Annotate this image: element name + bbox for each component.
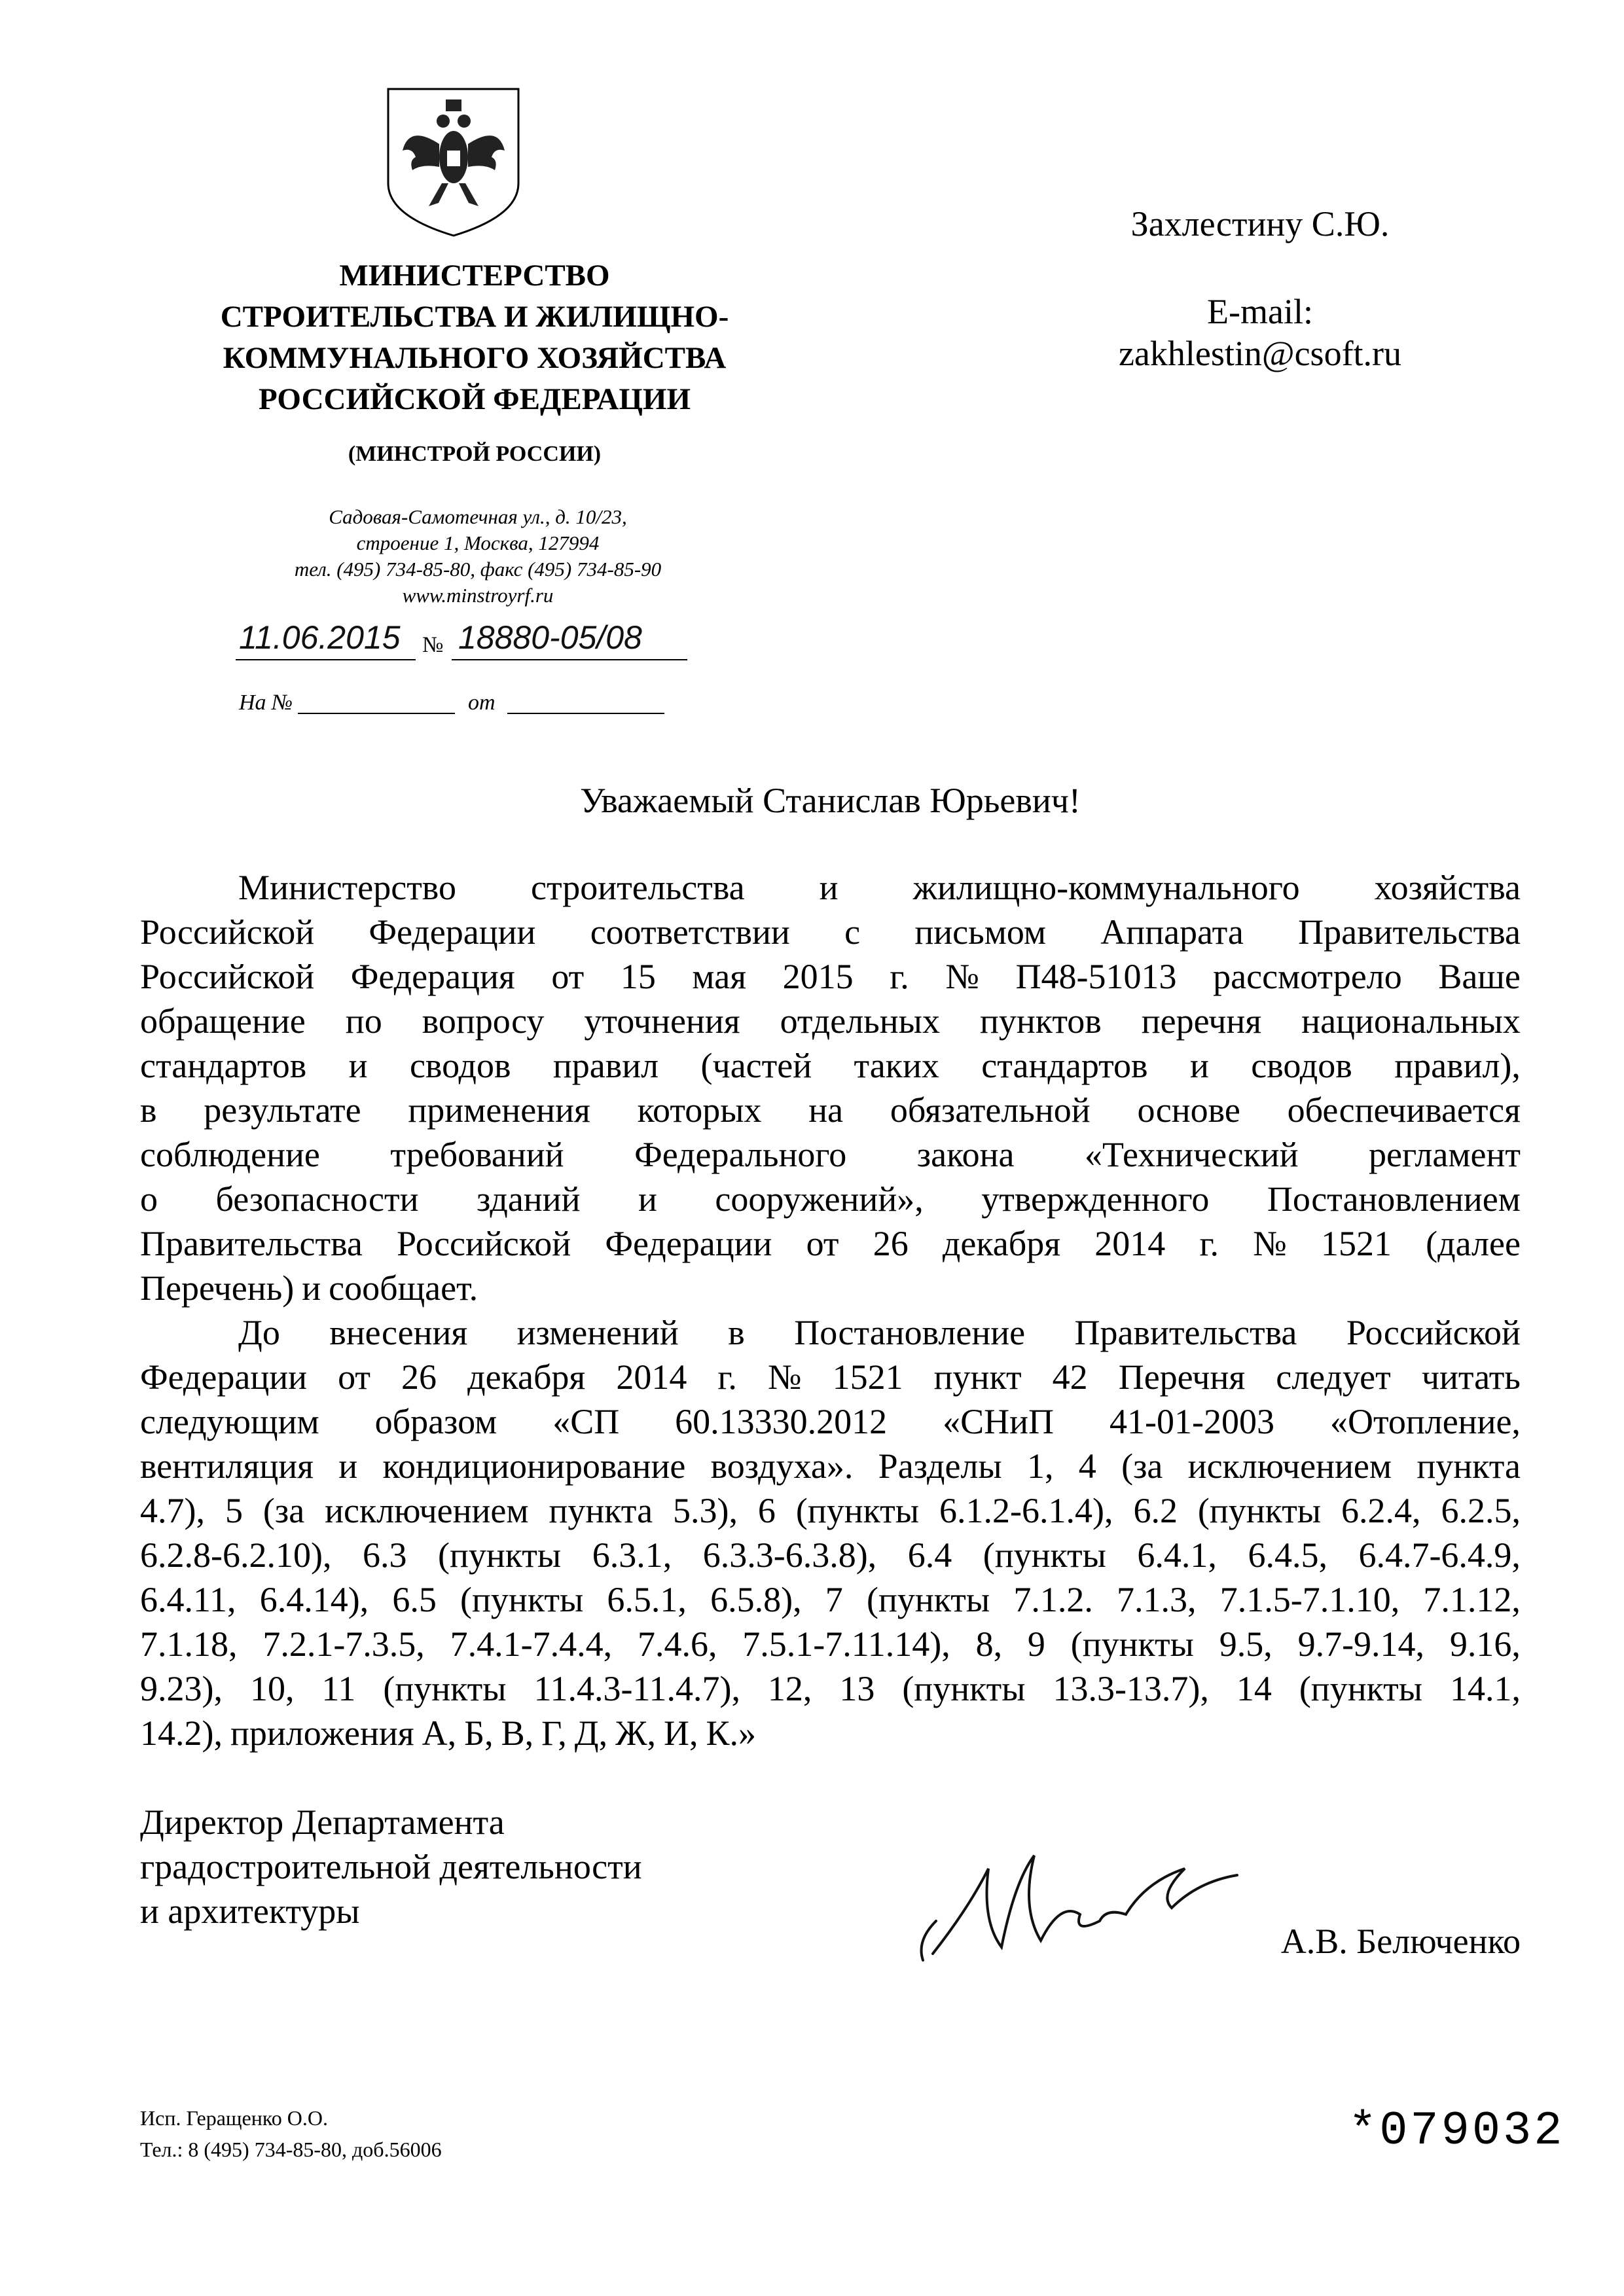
word: которых xyxy=(637,1090,762,1130)
executor-info xyxy=(140,2102,442,2165)
word: 12, xyxy=(767,1669,812,1708)
word: декабря xyxy=(942,1224,1061,1263)
word: 6.4 xyxy=(907,1535,952,1575)
word: требований xyxy=(390,1135,564,1174)
word: (пункты xyxy=(1197,1491,1322,1530)
paragraph-line xyxy=(140,910,1521,954)
outgoing-number: 18880-05/08 xyxy=(458,619,642,656)
word: 13 xyxy=(839,1669,875,1708)
word: № xyxy=(1253,1224,1287,1263)
paragraph-line xyxy=(140,1666,1521,1711)
word: 8, xyxy=(975,1624,1003,1664)
address-line: Садовая-Самотечная ул., д. 10/23, xyxy=(329,505,627,528)
address-line: строение 1, Москва, 127994 xyxy=(356,531,600,554)
word: Постановление xyxy=(794,1313,1026,1352)
word: (за xyxy=(262,1491,305,1530)
word: 6.3.1, xyxy=(592,1535,672,1575)
paragraph-line xyxy=(140,1088,1521,1132)
word: (пункты xyxy=(1299,1669,1423,1708)
paragraph-line xyxy=(140,1488,1521,1533)
word: 6.4.11, xyxy=(140,1580,236,1619)
word: Перечень) xyxy=(140,1268,295,1308)
word: 1521 xyxy=(1320,1224,1392,1263)
word: 7.1.2. xyxy=(1013,1580,1093,1619)
word: (пункты xyxy=(983,1535,1106,1575)
word: Г, xyxy=(541,1713,567,1753)
word: Ваше xyxy=(1438,957,1521,996)
word: обеспечивается xyxy=(1287,1090,1521,1130)
word: декабря xyxy=(467,1357,586,1397)
word: П48-51013 xyxy=(1015,957,1177,996)
word: 10, xyxy=(249,1669,295,1708)
recipient-block xyxy=(1047,203,1473,374)
word: 60.13330.2012 xyxy=(675,1402,888,1441)
word: № xyxy=(945,957,979,996)
word: 9.23), xyxy=(140,1669,223,1708)
word: в xyxy=(140,1090,157,1130)
word: 1521 xyxy=(832,1357,903,1397)
word: 6.5.1, xyxy=(607,1580,687,1619)
email-label: E-mail: xyxy=(1207,292,1313,331)
word: зданий xyxy=(476,1179,581,1219)
word: Российской xyxy=(140,912,315,952)
word: 6.3.3-6.3.8), xyxy=(702,1535,877,1575)
word: 7.1.18, xyxy=(140,1624,238,1664)
word: (пункты xyxy=(795,1491,920,1530)
word: пункта xyxy=(1416,1446,1521,1486)
word: строительства xyxy=(531,868,745,907)
paragraph-line xyxy=(140,1310,1521,1355)
word: 6.1.2-6.1.4), xyxy=(939,1491,1113,1530)
executor-phone: Тел.: 8 (495) 734-85-80, доб.56006 xyxy=(140,2138,442,2161)
word: читать xyxy=(1421,1357,1521,1397)
word: исключением xyxy=(1187,1446,1392,1486)
word: рассмотрело xyxy=(1213,957,1402,996)
word: утвержденного xyxy=(981,1179,1210,1219)
word: стандартов xyxy=(981,1046,1148,1085)
word: 5 xyxy=(225,1491,243,1530)
word: сооружений», xyxy=(715,1179,924,1219)
word: 6.5.8), xyxy=(710,1580,802,1619)
word: от xyxy=(551,957,585,996)
word: 5.3), xyxy=(672,1491,738,1530)
word: «СНиП xyxy=(943,1402,1055,1441)
paragraph-line xyxy=(140,1533,1521,1577)
outgoing-date: 11.06.2015 xyxy=(239,619,401,656)
paragraph xyxy=(140,1310,1521,1755)
greeting: Уважаемый Станислав Юрьевич! xyxy=(580,781,1081,820)
word: 42 xyxy=(1052,1357,1088,1397)
word: кондиционирование xyxy=(382,1446,686,1486)
word: следующим xyxy=(140,1402,319,1441)
word: «Технический xyxy=(1085,1135,1299,1174)
word: и xyxy=(348,1046,368,1085)
word: безопасности xyxy=(215,1179,419,1219)
word: 6.2.4, xyxy=(1341,1491,1421,1530)
word: Федерации xyxy=(140,1357,308,1397)
word: 6.4.14), xyxy=(259,1580,369,1619)
word: Правительства xyxy=(1074,1313,1297,1352)
word: 6.2.8-6.2.10), xyxy=(140,1535,332,1575)
paragraph-line xyxy=(140,1355,1521,1399)
ministry-line: МИНИСТЕРСТВО xyxy=(339,259,610,293)
word: Федерации xyxy=(605,1224,772,1263)
word: 6.4.1, xyxy=(1137,1535,1217,1575)
ministry-name xyxy=(196,255,753,420)
number-underline xyxy=(452,659,687,660)
word: 6.3 xyxy=(362,1535,407,1575)
word: 7.4.1-7.4.4, xyxy=(450,1624,613,1664)
word: (пункты xyxy=(438,1535,562,1575)
word: закона xyxy=(916,1135,1015,1174)
word: пункта xyxy=(549,1491,653,1530)
word: 6.4.5, xyxy=(1248,1535,1327,1575)
word: жилищно-коммунального xyxy=(912,868,1300,907)
word: соответствии xyxy=(590,912,790,952)
word: «СП xyxy=(552,1402,620,1441)
word: (пункты xyxy=(1070,1624,1194,1664)
paragraph-line xyxy=(140,1577,1521,1622)
word: 2014 xyxy=(616,1357,687,1397)
word: исключением xyxy=(325,1491,529,1530)
paragraph-line xyxy=(140,1132,1521,1177)
word: 6 xyxy=(757,1491,776,1530)
ref-date-blank xyxy=(507,713,664,714)
word: До xyxy=(238,1313,280,1352)
word: сообщает. xyxy=(329,1268,478,1308)
word: 6.2.5, xyxy=(1441,1491,1521,1530)
word: приложения xyxy=(230,1713,414,1753)
word: применения xyxy=(408,1090,590,1130)
word: 9.7-9.14, xyxy=(1297,1624,1425,1664)
paragraph-line xyxy=(140,999,1521,1043)
word: и xyxy=(338,1446,358,1486)
word: 4.7), xyxy=(140,1491,205,1530)
word: 7.4.6, xyxy=(637,1624,717,1664)
word: национальных xyxy=(1301,1001,1521,1041)
ref-number-blank xyxy=(298,713,455,714)
word: 7.1.12, xyxy=(1423,1580,1521,1619)
word: 7.2.1-7.3.5, xyxy=(262,1624,425,1664)
word: стандартов xyxy=(140,1046,307,1085)
word: с xyxy=(844,912,861,952)
word: Российской xyxy=(1346,1313,1521,1352)
word: отдельных xyxy=(780,1001,940,1041)
word: г. xyxy=(890,957,909,996)
word: пункт xyxy=(933,1357,1022,1397)
word: сводов xyxy=(1251,1046,1352,1085)
address-line: тел. (495) 734-85-80, факс (495) 734-85-90 xyxy=(294,558,662,581)
word: таких xyxy=(854,1046,939,1085)
word: и xyxy=(1189,1046,1209,1085)
word: 6.2 xyxy=(1133,1491,1178,1530)
word: 9.16, xyxy=(1449,1624,1521,1664)
word: «Отопление, xyxy=(1329,1402,1521,1441)
word: вентиляция xyxy=(140,1446,314,1486)
word: сводов xyxy=(409,1046,511,1085)
word: (пункты xyxy=(460,1580,584,1619)
executor-name: Исп. Геращенко О.О. xyxy=(140,2106,329,2130)
word: 7.5.1-7.11.14), xyxy=(742,1624,950,1664)
word: (за xyxy=(1121,1446,1163,1486)
signer-position-line: Директор Департамента xyxy=(140,1803,505,1842)
word: 14 xyxy=(1236,1669,1272,1708)
word: (пункты xyxy=(383,1669,507,1708)
word: Министерство xyxy=(238,868,456,907)
word: от xyxy=(338,1357,370,1397)
word: Ж, xyxy=(615,1713,657,1753)
recipient-name: Захлестину С.Ю. xyxy=(1130,204,1390,243)
reference-line xyxy=(239,691,684,723)
word: 2014 xyxy=(1094,1224,1166,1263)
paragraph-line xyxy=(140,1266,1521,1310)
paragraph-line xyxy=(140,1043,1521,1088)
word: обязательной xyxy=(890,1090,1091,1130)
coat-of-arms-emblem xyxy=(383,85,524,239)
word: Федерация xyxy=(350,957,515,996)
word: 15 xyxy=(620,957,656,996)
word: о xyxy=(140,1179,158,1219)
number-sign: № xyxy=(422,633,444,657)
word: (пункты xyxy=(866,1580,990,1619)
word: 7.1.3, xyxy=(1117,1580,1197,1619)
word: и xyxy=(819,868,839,907)
word: 9 xyxy=(1027,1624,1045,1664)
word: Перечня xyxy=(1118,1357,1246,1397)
word: образом xyxy=(374,1402,497,1441)
ministry-line: РОССИЙСКОЙ ФЕДЕРАЦИИ xyxy=(259,382,691,416)
word: 1, xyxy=(1027,1446,1054,1486)
word: 7 xyxy=(825,1580,843,1619)
paragraph-line xyxy=(140,1444,1521,1488)
ministry-short-name: (МИНСТРОЙ РОССИИ) xyxy=(348,442,602,466)
recipient-email: zakhlestin@csoft.ru xyxy=(1118,334,1402,373)
word: 2015 xyxy=(782,957,854,996)
word: (пункты xyxy=(902,1669,1026,1708)
word: К.» xyxy=(706,1713,757,1753)
paragraph-line xyxy=(140,1221,1521,1266)
word: следует xyxy=(1276,1357,1391,1397)
document-barcode-number: *079032 xyxy=(1348,2104,1565,2158)
word: Д, xyxy=(574,1713,608,1753)
word: 14.1, xyxy=(1449,1669,1521,1708)
word: Б, xyxy=(464,1713,494,1753)
ref-number-label: На № xyxy=(239,691,293,715)
paragraph-line xyxy=(140,1711,1521,1755)
word: 7.1.5-7.1.10, xyxy=(1219,1580,1400,1619)
word: регламент xyxy=(1369,1135,1521,1174)
word: перечня xyxy=(1141,1001,1262,1041)
signer-name: А.В. Белюченко xyxy=(1280,1922,1521,1961)
word: пунктов xyxy=(980,1001,1102,1041)
word: в xyxy=(728,1313,745,1352)
word: внесения xyxy=(329,1313,468,1352)
word: г. xyxy=(1199,1224,1219,1263)
website: www.minstroyrf.ru xyxy=(402,584,554,607)
signer-position-line: градостроительной деятельности xyxy=(140,1847,642,1886)
word: Российской xyxy=(140,957,315,996)
word: Российской xyxy=(397,1224,571,1263)
word: соблюдение xyxy=(140,1135,320,1174)
word: 13.3-13.7), xyxy=(1053,1669,1209,1708)
paragraph xyxy=(140,865,1521,1310)
word: результате xyxy=(204,1090,361,1130)
signer-position-line: и архитектуры xyxy=(140,1892,360,1931)
word: уточнения xyxy=(584,1001,740,1041)
word: правил xyxy=(552,1046,659,1085)
word: А, xyxy=(422,1713,457,1753)
letter-body xyxy=(140,865,1521,1755)
word: письмом xyxy=(914,912,1047,952)
word: (частей xyxy=(700,1046,812,1085)
registration-line xyxy=(236,619,733,664)
word: И, xyxy=(664,1713,698,1753)
word: № xyxy=(768,1357,802,1397)
word: 26 xyxy=(401,1357,437,1397)
word: Постановлением xyxy=(1267,1179,1521,1219)
ministry-line: СТРОИТЕЛЬСТВА И ЖИЛИЩНО- xyxy=(220,300,729,334)
signer-position xyxy=(140,1800,729,1933)
word: воздуха». xyxy=(710,1446,854,1486)
ministry-address xyxy=(216,504,740,609)
paragraph-line xyxy=(140,954,1521,999)
ref-date-label: от xyxy=(468,691,496,715)
word: 26 xyxy=(873,1224,909,1263)
paragraph-line xyxy=(140,1399,1521,1444)
word: вопросу xyxy=(422,1001,545,1041)
word: и xyxy=(302,1268,321,1308)
word: 11 xyxy=(321,1669,356,1708)
word: Федерации xyxy=(369,912,536,952)
word: Правительства xyxy=(140,1224,363,1263)
word: хозяйства xyxy=(1374,868,1521,907)
word: 11.4.3-11.4.7), xyxy=(533,1669,740,1708)
word: от xyxy=(806,1224,839,1263)
word: 4 xyxy=(1078,1446,1096,1486)
word: г. xyxy=(717,1357,737,1397)
word: 6.4.7-6.4.9, xyxy=(1358,1535,1521,1575)
word: мая xyxy=(692,957,747,996)
paragraph-line xyxy=(140,1622,1521,1666)
word: основе xyxy=(1137,1090,1240,1130)
word: по xyxy=(345,1001,382,1041)
word: изменений xyxy=(516,1313,679,1352)
ministry-line: КОММУНАЛЬНОГО ХОЗЯЙСТВА xyxy=(223,341,727,375)
word: 14.2), xyxy=(140,1713,223,1753)
date-underline xyxy=(236,659,416,660)
word: правил), xyxy=(1394,1046,1521,1085)
paragraph-line xyxy=(140,865,1521,910)
word: 41-01-2003 xyxy=(1110,1402,1274,1441)
word: и xyxy=(638,1179,657,1219)
word: Федерального xyxy=(634,1135,847,1174)
word: 9.5, xyxy=(1219,1624,1272,1664)
word: на xyxy=(808,1090,844,1130)
word: (далее xyxy=(1426,1224,1521,1263)
word: 6.5 xyxy=(392,1580,437,1619)
paragraph-line xyxy=(140,1177,1521,1221)
word: Разделы xyxy=(878,1446,1002,1486)
word: обращение xyxy=(140,1001,306,1041)
word: В, xyxy=(501,1713,534,1753)
word: Аппарата xyxy=(1100,912,1244,952)
word: Правительства xyxy=(1298,912,1521,952)
